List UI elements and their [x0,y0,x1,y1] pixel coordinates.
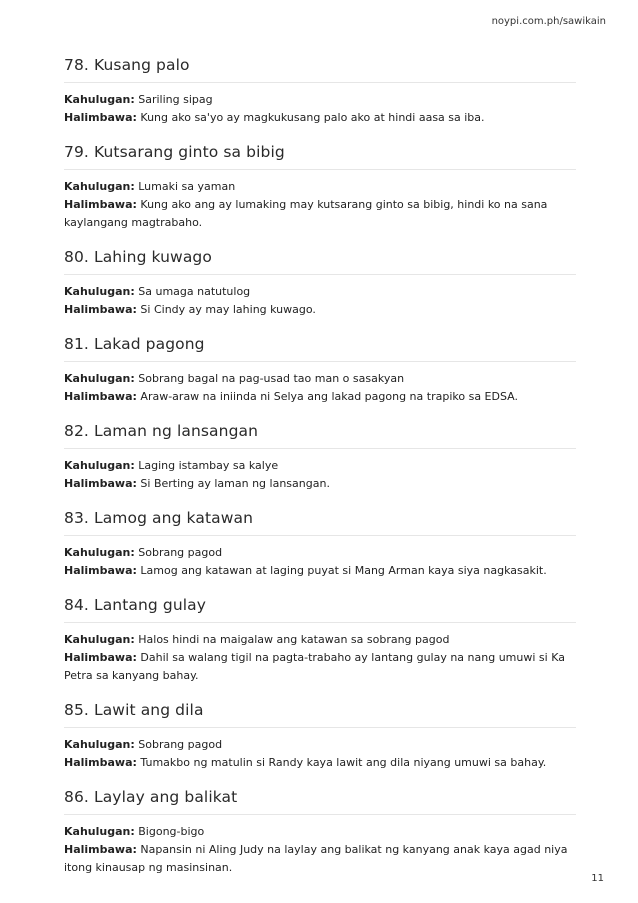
meaning-label: Kahulugan: [64,825,135,838]
example-text: Si Cindy ay may lahing kuwago. [140,303,316,316]
example-line [64,649,576,685]
idiom-entry [64,509,576,580]
idiom-entry [64,596,576,685]
idiom-title: 78. Kusang palo [64,56,576,83]
idiom-body [64,91,576,127]
meaning-label: Kahulugan: [64,738,135,751]
meaning-line [64,283,576,301]
example-line [64,388,576,406]
meaning-line [64,544,576,562]
example-label: Halimbawa: [64,477,137,490]
idiom-title: 85. Lawit ang dila [64,701,576,728]
meaning-line [64,736,576,754]
example-label: Halimbawa: [64,111,137,124]
example-line [64,562,576,580]
meaning-text: Bigong-bigo [138,825,205,838]
idiom-title: 80. Lahing kuwago [64,248,576,275]
example-line [64,475,576,493]
example-label: Halimbawa: [64,756,137,769]
idiom-body [64,544,576,580]
example-label: Halimbawa: [64,303,137,316]
example-line [64,196,576,232]
idiom-title: 86. Laylay ang balikat [64,788,576,815]
example-text: Kung ako ang ay lumaking may kutsarang ginto sa bibig, hindi ko na sana kaylangang magtrabaho. [64,198,548,229]
idiom-body [64,283,576,319]
idiom-body [64,178,576,232]
example-label: Halimbawa: [64,390,137,403]
example-text: Kung ako sa'yo ay magkukusang palo ako at hindi aasa sa iba. [140,111,485,124]
meaning-line [64,91,576,109]
meaning-label: Kahulugan: [64,372,135,385]
meaning-text: Sobrang bagal na pag-usad tao man o sasakyan [138,372,405,385]
example-label: Halimbawa: [64,651,137,664]
idiom-title: 81. Lakad pagong [64,335,576,362]
meaning-line [64,178,576,196]
example-text: Tumakbo ng matulin si Randy kaya lawit ang dila niyang umuwi sa bahay. [140,756,547,769]
example-line [64,109,576,127]
example-label: Halimbawa: [64,843,137,856]
meaning-line [64,823,576,841]
idiom-entry [64,143,576,232]
idiom-title: 79. Kutsarang ginto sa bibig [64,143,576,170]
idiom-title: 82. Laman ng lansangan [64,422,576,449]
meaning-label: Kahulugan: [64,93,135,106]
idiom-body [64,631,576,685]
meaning-line [64,370,576,388]
meaning-text: Sariling sipag [138,93,213,106]
source-url: noypi.com.ph/sawikain [491,16,606,27]
example-line [64,754,576,772]
idiom-entry [64,248,576,319]
example-text: Si Berting ay laman ng lansangan. [140,477,330,490]
meaning-label: Kahulugan: [64,285,135,298]
example-label: Halimbawa: [64,198,137,211]
meaning-label: Kahulugan: [64,180,135,193]
idiom-entry [64,422,576,493]
example-line [64,301,576,319]
example-text: Napansin ni Aling Judy na laylay ang balikat ng kanyang anak kaya agad niya itong kinausap ng masinsinan. [64,843,568,874]
example-label: Halimbawa: [64,564,137,577]
idiom-body [64,370,576,406]
meaning-text: Sobrang pagod [138,546,223,559]
meaning-line [64,457,576,475]
page-number: 11 [591,873,604,884]
meaning-label: Kahulugan: [64,633,135,646]
meaning-label: Kahulugan: [64,459,135,472]
idiom-entry [64,56,576,127]
meaning-text: Sa umaga natutulog [138,285,251,298]
idiom-entry [64,701,576,772]
idiom-body [64,736,576,772]
meaning-text: Halos hindi na maigalaw ang katawan sa sobrang pagod [138,633,450,646]
idiom-entry [64,788,576,877]
meaning-text: Sobrang pagod [138,738,223,751]
meaning-line [64,631,576,649]
example-text: Lamog ang katawan at laging puyat si Mang Arman kaya siya nagkasakit. [140,564,547,577]
idiom-title: 84. Lantang gulay [64,596,576,623]
example-text: Araw-araw na iniinda ni Selya ang lakad pagong na trapiko sa EDSA. [140,390,518,403]
idiom-list [64,56,576,893]
example-line [64,841,576,877]
idiom-title: 83. Lamog ang katawan [64,509,576,536]
example-text: Dahil sa walang tigil na pagta-trabaho ay lantang gulay na nang umuwi si Ka Petra sa kanyang bahay. [64,651,565,682]
idiom-body [64,457,576,493]
meaning-text: Laging istambay sa kalye [138,459,279,472]
meaning-label: Kahulugan: [64,546,135,559]
idiom-body [64,823,576,877]
meaning-text: Lumaki sa yaman [138,180,236,193]
idiom-entry [64,335,576,406]
